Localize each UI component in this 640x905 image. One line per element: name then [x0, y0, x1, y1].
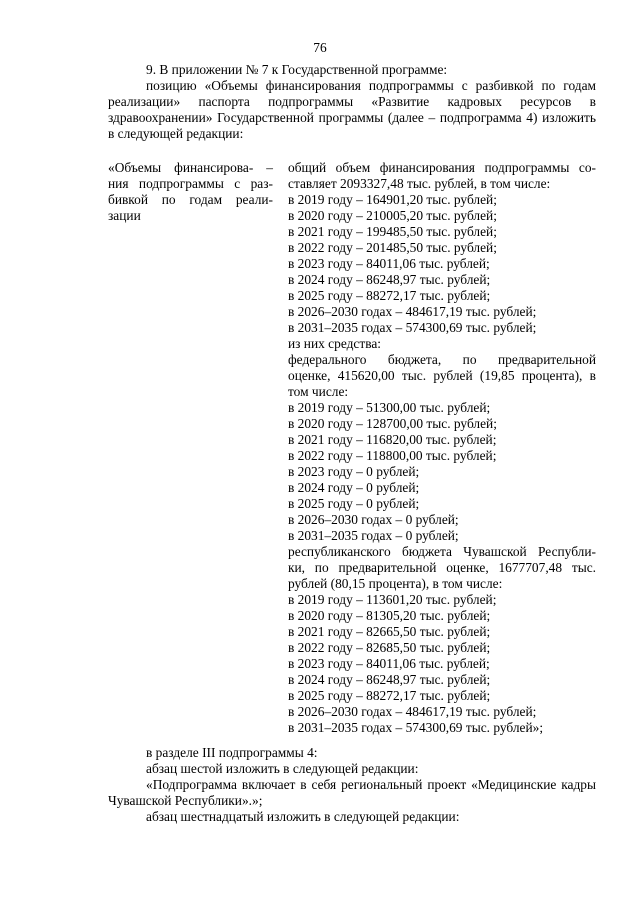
right-cell-line: том числе:: [288, 384, 349, 399]
outro-section: [108, 745, 596, 825]
right-cell-line: в 2031–2035 годах – 574300,69 тыс. рублей»;: [288, 720, 544, 735]
left-cell-line: зации: [108, 208, 141, 223]
left-cell-line: «Объемы финансирова- –: [108, 160, 273, 175]
outro-paragraph-2: абзац шестой изложить в следующей редакции:: [146, 761, 419, 776]
page-number: 76: [313, 40, 327, 55]
right-cell-line: общий объем финансирования подпрограммы со-: [288, 160, 596, 175]
right-cell-line: в 2024 году – 86248,97 тыс. рублей;: [288, 672, 491, 687]
outro-paragraph-3: «Подпрограмма включает в себя региональный проект «Медицинские кадры Чувашской Республики».»;: [108, 777, 596, 808]
right-cell-line: в 2023 году – 84011,06 тыс. рублей;: [288, 256, 490, 271]
right-cell-line: в 2019 году – 51300,00 тыс. рублей;: [288, 400, 491, 415]
right-cell-line: в 2025 году – 88272,17 тыс. рублей;: [288, 688, 491, 703]
right-cell-line: в 2022 году – 201485,50 тыс. рублей;: [288, 240, 497, 255]
right-cell-line: оценке, 415620,00 тыс. рублей (19,85 процента), в: [288, 368, 596, 383]
left-cell-line: бивкой по годам реали-: [108, 192, 273, 207]
right-cell-line: в 2024 году – 0 рублей;: [288, 480, 420, 495]
right-cell-line: в 2020 году – 81305,20 тыс. рублей;: [288, 608, 491, 623]
right-cell-line: в 2021 году – 82665,50 тыс. рублей;: [288, 624, 491, 639]
right-cell-line: в 2019 году – 113601,20 тыс. рублей;: [288, 592, 497, 607]
table-right-cell: [288, 160, 596, 736]
right-cell-line: в 2023 году – 0 рублей;: [288, 464, 420, 479]
right-cell-line: в 2025 году – 0 рублей;: [288, 496, 420, 511]
right-cell-line: из них средства:: [288, 336, 382, 351]
right-cell-line: в 2023 году – 84011,06 тыс. рублей;: [288, 656, 490, 671]
right-cell-line: республиканского бюджета Чувашской Республи-: [288, 544, 596, 559]
right-cell-line: в 2031–2035 годах – 0 рублей;: [288, 528, 459, 543]
right-cell-line: в 2022 году – 118800,00 тыс. рублей;: [288, 448, 497, 463]
right-cell-line: в 2024 году – 86248,97 тыс. рублей;: [288, 272, 491, 287]
outro-paragraph-4: абзац шестнадцатый изложить в следующей редакции:: [146, 809, 460, 824]
right-cell-line: в 2019 году – 164901,20 тыс. рублей;: [288, 192, 497, 207]
right-cell-line: федерального бюджета, по предварительной: [288, 352, 596, 367]
right-cell-line: ставляет 2093327,48 тыс. рублей, в том числе:: [288, 176, 551, 191]
right-cell-line: в 2026–2030 годах – 484617,19 тыс. рублей;: [288, 304, 537, 319]
left-cell-line: ния подпрограммы с раз-: [108, 176, 273, 191]
right-cell-line: рублей (80,15 процента), в том числе:: [288, 576, 503, 591]
right-cell-line: ки, по предварительной оценке, 1677707,48 тыс.: [288, 560, 596, 575]
right-cell-line: в 2022 году – 82685,50 тыс. рублей;: [288, 640, 491, 655]
table-left-cell: [108, 160, 273, 224]
intro-line-2: позицию «Объемы финансирования подпрограммы с разбивкой по годам реализации» паспорта подпрограммы «Развитие кадровых ресурсов в здравоохранении» Государственной программы (далее – подпрограмма 4) изложить в следующей редакции:: [108, 78, 596, 141]
intro-section: [108, 62, 596, 142]
right-cell-line: в 2021 году – 199485,50 тыс. рублей;: [288, 224, 497, 239]
right-cell-line: в 2020 году – 210005,20 тыс. рублей;: [288, 208, 497, 223]
outro-paragraph-1: в разделе III подпрограммы 4:: [146, 745, 318, 760]
right-cell-line: в 2020 году – 128700,00 тыс. рублей;: [288, 416, 497, 431]
right-cell-line: в 2026–2030 годах – 0 рублей;: [288, 512, 459, 527]
right-cell-line: в 2026–2030 годах – 484617,19 тыс. рублей;: [288, 704, 537, 719]
right-cell-line: в 2021 году – 116820,00 тыс. рублей;: [288, 432, 497, 447]
intro-line-1: 9. В приложении № 7 к Государственной программе:: [146, 62, 448, 77]
right-cell-line: в 2031–2035 годах – 574300,69 тыс. рублей;: [288, 320, 537, 335]
right-cell-line: в 2025 году – 88272,17 тыс. рублей;: [288, 288, 491, 303]
